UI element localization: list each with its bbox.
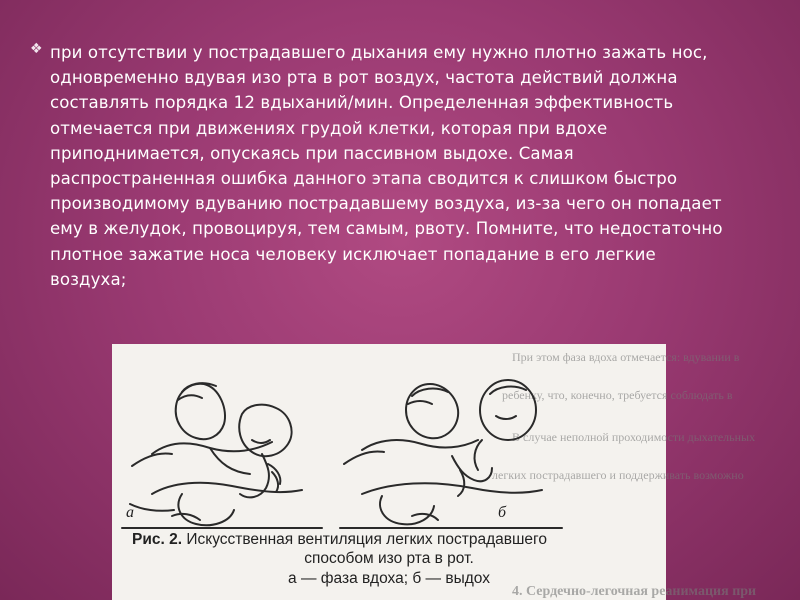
bleed-text-5: 4. Сердечно-легочная реанимация при [512, 584, 757, 599]
diamond-bullet-icon: ❖ [30, 41, 43, 57]
panel-label-a: а [126, 504, 134, 521]
panel-label-b: б [498, 504, 507, 521]
bleed-text-1: При этом фаза вдоха отмечается: вдувании в [512, 350, 740, 364]
bleed-text-3: В случае неполной проходимости дыхательных [512, 430, 756, 444]
figure-caption-line-2: способом изо рта в рот. [304, 550, 474, 567]
figure-scan [112, 344, 757, 600]
figure-caption-text-1: Искусственная вентиляция легких пострадавшего [186, 531, 547, 548]
bleed-text-2: ребенку, что, конечно, требуется соблюдать в [502, 388, 733, 402]
bullet-paragraph: при отсутствии у пострадавшего дыхания ему нужно плотно зажать нос, одновременно вдувая изо рта в рот воздух, частота действий должна составлять порядка 12 вдыханий/мин. Определенная эффективность отмечается при движениях грудой клетки, которая при вдохе приподнимается, опускаясь при пассивном выдохе. Самая распространенная ошибка данного этапа сводится к слишком быстро производимому вдуванию пострадавшему воздуха, из-за чего он попадает ему в желудок, провоцируя, тем самым, рвоту. Помните, что недостаточно плотное зажатие носа человеку исключает попадание в его легкие воздуха; [50, 43, 723, 289]
bullet-item [30, 40, 730, 292]
figure-caption-line-3: а — фаза вдоха; б — выдох [288, 570, 490, 587]
bleed-text-4: легких пострадавшего и поддерживать возможно [492, 468, 744, 482]
figure-caption-label: Рис. 2. [132, 531, 183, 548]
figure-caption-line-1 [112, 531, 686, 549]
